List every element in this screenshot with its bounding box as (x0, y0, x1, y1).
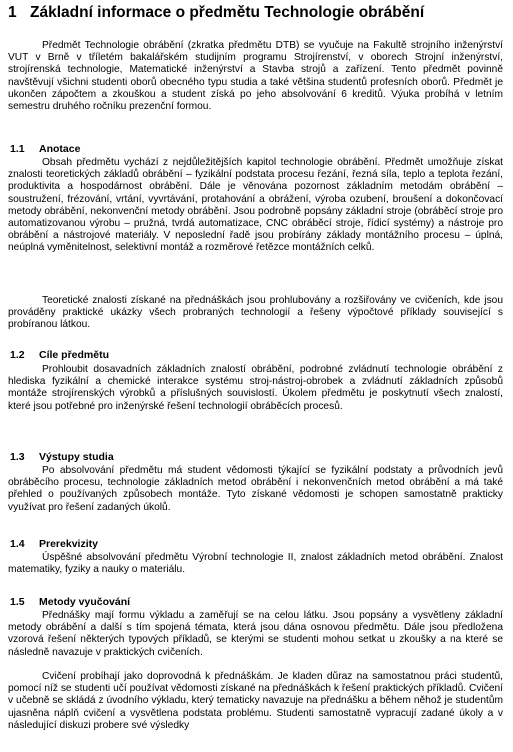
section-heading-metody: 1.5 Metody vyučování (10, 596, 131, 608)
chapter-number: 1 (8, 4, 17, 21)
section-heading-anotace: 1.1 Anotace (10, 143, 81, 155)
section-heading-vystupy: 1.3 Výstupy studia (10, 451, 114, 463)
intro-paragraph: Předmět Technologie obrábění (zkratka předmětu DTB) se vyučuje na Fakultě strojního inženýrství VUT v Brně v tříletém bakalářském studijním programu Strojírenství, v oborech Strojní inženýrství, strojírenská technologie, Matematické inženýrství a Stavba strojů a zařízení. Tento předmět povinně navštěvují všichni studenti oborů obecného typu studia a také většina studentů profesních oborů. Předmět je ukončen zápočtem a zkouškou a student získá po jeho absolvování 6 kreditů. Výuka probíhá v letním semestru druhého ročníku prezenční formou. (8, 40, 503, 113)
chapter-title-text: Základní informace o předmětu Technologie obrábění (30, 4, 425, 21)
section-heading-prerekvizity: 1.4 Prerekvizity (10, 538, 98, 550)
anotace-paragraph-1: Obsah předmětu vychází z nejdůležitějších kapitol technologie obrábění. Předmět umožňuje získat znalosti teoretických základů obrábění – fyzikální podstata procesu řezání, řezná síla, teplo a teplota řezání, produktivita a hospodárnost obrábění. Dále je věnována pozornost základním metodám obrábění – soustružení, frézování, vrtání, vyvrtávání, protahování a obrážení, výroba ozubení, broušení a dokončovací metody obrábění, nekonvenční metody obrábění. Jsou podrobně popsány základní stroje (obráběcí stroje pro automatizovanou výrobu – pružná, tvrdá automatizace, CNC obráběcí stroje, řídicí systémy) a nástroje pro obrábění a nástrojové materiály. V neposlední řadě jsou probírány základy montážního procesu – úplná, neúplná vyměnitelnost, selektivní montáž a rozměrové řetězce montážních celků. (8, 157, 503, 254)
chapter-title (8, 4, 424, 22)
anotace-paragraph-2: Teoretické znalosti získané na přednáškách jsou prohlubovány a rozšiřovány ve cvičeních, kde jsou prováděny praktické ukázky všech probraných technologií a řešeny výpočtové příklady související s probíranou látkou. (8, 295, 503, 331)
prerekvizity-paragraph: Úspěšné absolvování předmětu Výrobní technologie II, znalost základních metod obrábění. Znalost matematiky, fyziky a nauky o materiálu. (8, 552, 503, 576)
section-heading-cile: 1.2 Cíle předmětu (10, 349, 110, 361)
metody-paragraph-2: Cvičení probíhají jako doprovodná k přednáškám. Je kladen důraz na samostatnou práci studentů, pomocí níž se studenti učí používat vědomosti získané na přednáškách k řešení praktických příkladů. Cvičení v učebně se skládá z úvodního výkladu, který tematicky navazuje na přednášku a během něhož je studentům ujasněna náplň cvičení a vysvětlena podstata problému. Studenti samostatně vypracují zadané úkoly a v následující diskuzi probere své výsledky (8, 671, 503, 731)
vystupy-paragraph: Po absolvování předmětu má student vědomosti týkající se fyzikální podstaty a průvodních jevů obráběcího procesu, technologie základních metod obrábění i nekonvenčních metod obrábění a má také přehled o používaných způsobech montáže. Tyto získané vědomosti je schopen samostatně prakticky využívat pro řešení zadaných úkolů. (8, 465, 503, 513)
metody-paragraph-1: Přednášky mají formu výkladu a zaměřují se na celou látku. Jsou popsány a vysvětleny základní metody obrábění a další s tím spojená témata, která jsou dána osnovou předmětu. Dále jsou předložena vzorová řešení některých typových příkladů, se kterými se studenti mohou setkat u zkoušky a na které se následně navazuje v praktických cvičeních. (8, 610, 503, 658)
cile-paragraph: Prohloubit dosavadních základních znalostí obrábění, podrobné zvládnutí technologie obrábění z hlediska fyzikální a chemické interakce systému stroj-nástroj-obrobek a zvládnutí základních způsobů montáže strojírenských výrobků a příslušných souvislostí. Úkolem předmětu je poskytnutí všech znalostí, které jsou potřebné pro inženýrské řešení technologií obráběcích procesů. (8, 364, 503, 412)
